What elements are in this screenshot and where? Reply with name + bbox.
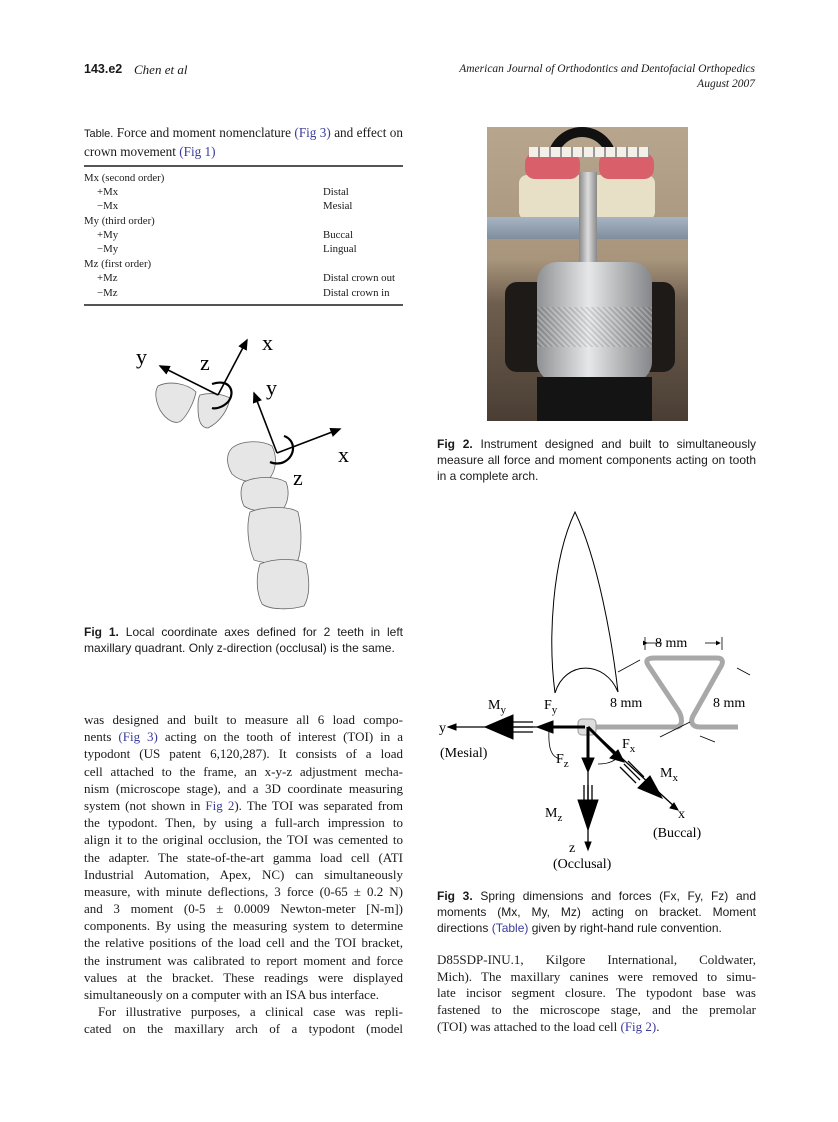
row-label: −Mz [97,286,118,299]
my-shaft [513,722,533,732]
knurled-ring [537,307,652,347]
text-span: align it to the original occlusion, the TOI was cemented to [84,832,403,848]
text-span: measure, with minute deflections, 3 force (0-65 ± 0.2 N) [84,883,403,899]
tooth [248,508,301,564]
tooth [156,383,196,422]
table-row [84,257,403,271]
row-label: +Mx [97,185,119,198]
text-line [84,711,403,728]
text-span: acting on the tooth of interest (TOI) in a [157,729,403,745]
fz-label: $F_z$ [556,752,569,770]
row-effect: Buccal [323,229,353,242]
text-span: Industrial Automation, Apex, NC) can simultaneously [84,866,403,882]
figure-link[interactable]: (Fig 3) [118,729,158,745]
table-row [84,228,403,242]
text-line [437,1002,756,1019]
tooth [257,560,309,609]
dim-label-left: 8 mm [610,696,643,711]
table-row [84,185,403,199]
table-fig3-link[interactable]: (Fig 3) [294,125,331,140]
axis-label: x [262,330,273,355]
text-span: (TOI) was attached to the load cell [437,1018,621,1034]
mx-shaft [620,761,644,783]
text-span: fastened to the microscope stage, and the premolar [437,1002,756,1018]
row-effect: Mesial [323,200,353,213]
fig1-coordinate-diagram [130,320,380,620]
fig2-caption [437,437,756,484]
fig1-caption-text: Local coordinate axes defined for 2 teeth in left maxillary quadrant. Only z-direction (occlusal) is the same. [84,625,403,655]
text-line [84,917,403,934]
text-line [84,745,403,762]
row-effect: Lingual [323,243,357,256]
text-line [84,952,403,969]
table-bottom-rule [84,304,403,306]
body-text-left-column [84,711,403,1038]
teeth [156,383,309,609]
table-row [84,242,403,256]
fy-arrowhead [537,721,553,733]
text-line [84,728,403,745]
row-effect: Distal [323,185,349,198]
fig3-caption-text: given by right-hand rule convention. [528,920,722,935]
text-line [84,797,403,814]
x-axis-arrow [218,340,247,395]
table-title-text: and effect on crown movement [84,125,403,159]
teeth-brackets [529,147,649,157]
fig3-caption [437,889,756,936]
text-span: simultaneously on a computer with an ISA bus interface. [84,987,379,1002]
table-title [84,124,403,161]
axis-label: y [266,375,277,400]
table-body [84,171,403,301]
table-row [84,199,403,213]
text-line [437,1019,756,1036]
text-span: nism (microscope stage), and a 3D coordinate measuring [84,780,403,796]
row-effect: Distal crown out [323,272,395,285]
fx-label: $F_x$ [622,737,636,755]
text-span: the relative positions of the load cell and the TOI bracket, [84,935,403,951]
dim-label-right: 8 mm [713,696,746,711]
tooth-outline [552,512,618,693]
table-row [84,171,403,185]
text-span: the instrument was calibrated to report moment and force [84,952,403,968]
text-span: the typodont. Then, by using a full-arch impression to [84,815,403,831]
table-label: Table. [84,128,114,140]
text-line [84,900,403,917]
text-line [84,866,403,883]
tooth [228,442,276,482]
issue-date: August 2007 [697,78,755,90]
table-link[interactable]: (Table) [491,920,529,935]
row-label: +Mz [97,272,118,285]
text-line [84,969,403,986]
load-cell-base [537,377,652,421]
y-axis-arrowhead [448,724,456,730]
text-line [437,985,756,1002]
text-span: D85SDP-INU.1, Kilgore International, Coldwater, [437,952,756,967]
mx-label: $M_x$ [660,766,678,784]
row-label: −My [97,243,119,256]
y-axis-label: y [439,721,446,736]
fig2-caption-text: Instrument designed and built to simultaneously measure all force and moment components acting on tooth in a complete arch. [437,437,756,483]
figure-link[interactable]: Fig 2 [205,797,235,813]
running-journal [459,62,755,92]
mesial-label: (Mesial) [440,746,488,761]
tooth [241,478,288,512]
fig1-caption [84,625,403,657]
fig2-caption-label: Fig 2. [437,437,473,451]
text-span: late incisor segment closure. The typodont base was [437,985,756,1001]
text-line [84,883,403,900]
axis-label: y [136,344,147,369]
text-line [84,934,403,951]
dim-label-top: 8 mm [655,636,688,651]
text-line [84,831,403,848]
row-label: Mx (second order) [84,171,165,184]
text-span: was designed and built to measure all 6 load compo- [84,712,403,727]
text-span: values at the bracket. These readings were displayed [84,969,403,985]
text-span: nents [84,729,119,745]
z-axis-label: z [569,841,576,856]
journal-title: American Journal of Orthodontics and Dentofacial Orthopedics [459,63,755,75]
x-axis-arrow [277,429,340,453]
mz-label: $M_z$ [545,806,563,824]
table-row [84,214,403,228]
figure-link[interactable]: (Fig 2) [620,1018,657,1034]
text-span: cell attached to the frame, an x-y-z adjustment mecha- [84,763,403,779]
table-row [84,286,403,300]
text-span: Mich). The maxillary canines were removed to simu- [437,968,756,984]
body-text-right-column [437,952,756,1035]
fig3-caption-text: Spring dimensions and forces (Fx, Fy, Fz) and moments (Mx, My, Mz) acting on bracket. Moment directions [437,889,756,935]
fig2-instrument-photo [487,127,688,421]
page-number: 143.e2 [84,62,123,76]
text-line [84,986,403,1003]
axis-label: z [200,350,210,375]
text-line [437,969,756,986]
row-label: −Mx [97,200,119,213]
text-span: typodont (US patent 6,120,287). It consists of a load [84,746,403,762]
axis-label: x [338,442,349,467]
x-axis-label: x [678,807,685,822]
running-author: Chen et al [134,62,188,77]
spring [590,658,738,727]
text-span: . [656,1018,660,1034]
text-line [84,1003,403,1020]
text-line [437,952,756,969]
text-span: the adapter. The state-of-the-art gamma load cell (ATI [84,849,403,865]
text-span: ). The TOI was separated from [234,797,403,813]
fig3-spring-force-diagram [430,500,760,875]
buccal-label: (Buccal) [653,826,702,841]
nomenclature-table [84,124,403,306]
axis-label: z [293,465,303,490]
tooth-crown [555,668,618,693]
occlusal-label: (Occlusal) [553,857,612,872]
table-row [84,271,403,285]
fy-label: $F_y$ [544,698,558,716]
z-axis-arrowhead [585,842,591,850]
text-line [84,849,403,866]
text-span: components. By using the measuring system to determine [84,918,403,934]
text-span: and 3 moment (0-5 ± 0.0009 Newton-meter [N-m]) [84,901,403,917]
text-line [84,814,403,831]
fz-arrowhead [582,758,594,772]
text-span: system (not shown in [84,797,206,813]
text-span: For illustrative purposes, a clinical case was repli- [98,1004,403,1020]
row-effect: Distal crown in [323,286,390,299]
table-fig1-link[interactable]: (Fig 1) [179,144,216,159]
fig1-caption-label: Fig 1. [84,625,119,639]
my-arrowhead [485,715,513,739]
text-line [84,763,403,780]
table-top-rule [84,165,403,167]
my-label: $M_y$ [488,698,506,716]
fig3-caption-label: Fig 3. [437,889,473,903]
text-line [84,780,403,797]
text-line [84,1020,403,1037]
row-label: Mz (first order) [84,257,152,270]
table-title-text: Force and moment nomenclature [113,125,295,140]
mx-arrowhead [638,776,662,798]
text-span: cated on the maxillary arch of a typodont (model [84,1021,403,1037]
tooth [198,394,230,428]
row-label: My (third order) [84,214,155,227]
row-label: +My [97,229,119,242]
